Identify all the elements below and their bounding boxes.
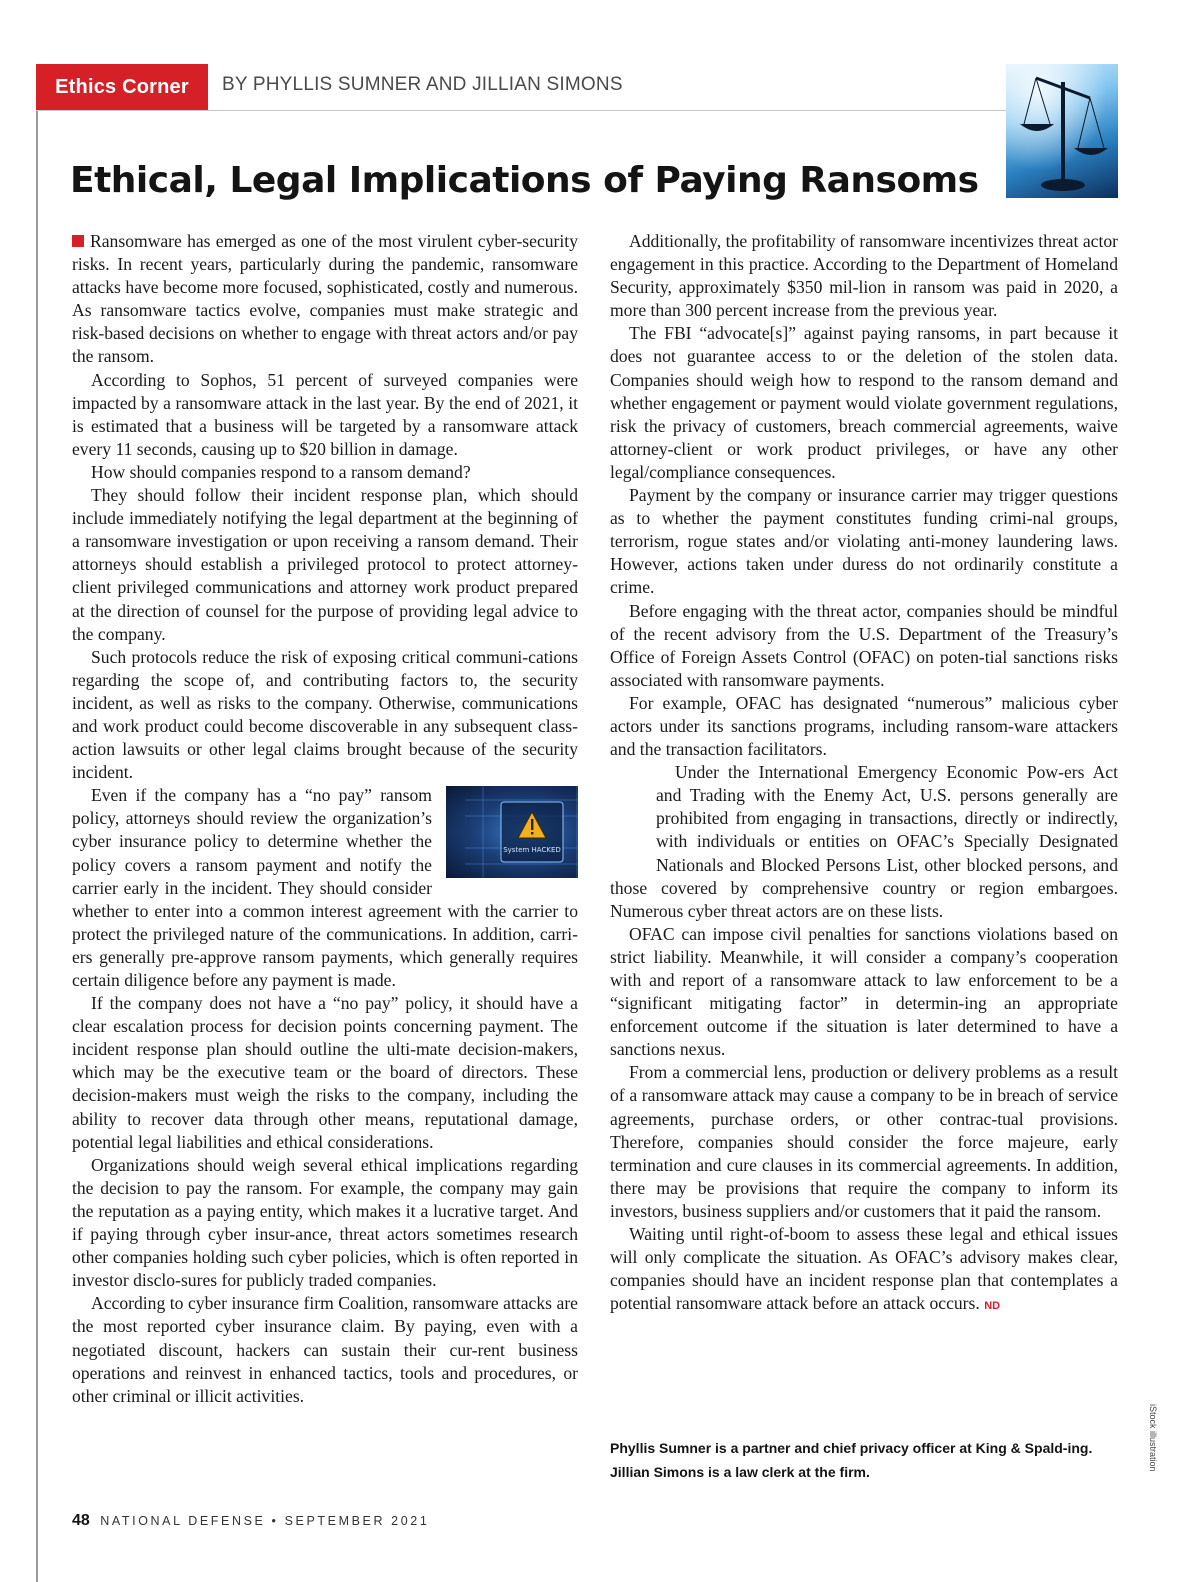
paragraph: Waiting until right-of-boom to assess these legal and ethical issues will only complicate the situation. As OFAC’s advisory makes clear, companies should have an incident response plan that contemplates a potential ransomware attack before an attack occurs. ND — [610, 1224, 1118, 1314]
article-column-right — [610, 230, 1118, 1318]
byline: BY PHYLLIS SUMNER AND JILLIAN SIMONS — [222, 74, 623, 95]
paragraph: System HACKED Even if the company has a “no pay” ransom policy, attorneys should review the organization’s cyber insurance policy to determine whether the policy covers a ransom payment and notify the carrier early in the incident. They should consider whether to enter into a common interest agreement with the carrier to protect the privileged nature of the communications. In addition, carri-ers generally pre-approve ransom payments, which generally requires certain diligence before any payment is made. — [72, 784, 578, 992]
paragraph: Additionally, the profitability of ransomware incentivizes threat actor engagement in this practice. According to the Department of Homeland Security, approximately $350 mil-lion in ransom was paid in 2020, a more than 300 percent increase from the previous year. — [610, 231, 1118, 321]
paragraph: According to cyber insurance firm Coalition, ransomware attacks are the most reported cyber insurance claim. By paying, even with a negotiated discount, hackers can sustain their cur-rent business operations and reinvest in enhanced tactics, tools and procedures, or other criminal or illicit activities. — [72, 1293, 578, 1406]
section-label: Ethics Corner — [36, 64, 208, 110]
end-mark: ND — [984, 1300, 1001, 1313]
left-margin-rule — [36, 64, 38, 1582]
paragraph: They should follow their incident response plan, which should include immediately notifying the legal department at the beginning of a ransomware investigation or upon receiving a ransom demand. Their attorneys should establish a privileged protocol to protect attorney-client privileged communications and attorney work product prepared at the direction of counsel for the purpose of providing legal advice to the company. — [72, 485, 578, 644]
paragraph: Such protocols reduce the risk of exposing critical communi-cations regarding the scope of, and contributing factors to, the security incident, as well as risks to the company. Otherwise, communications and work product could become discoverable in any subsequent class-action lawsuits or other legal claims brought because of the security incident. — [72, 646, 578, 783]
paragraph: Payment by the company or insurance carrier may trigger questions as to whether the payment constitutes funding crimi-nal groups, terrorism, rogue states and/or violating anti-money laundering laws. However, actions taken under duress do not ordinarily constitute a crime. — [610, 485, 1118, 598]
paragraph: The FBI “advocate[s]” against paying ransoms, in part because it does not guarantee access to or the deletion of the stolen data. Companies should weigh how to respond to the ransom demand and whether engagement or payment would violate government regulations, risk the privacy of customers, breach commercial agreements, waive attorney-client or work product privileges, or have any other legal/compliance consequences. — [610, 323, 1118, 482]
page-number: 48 — [72, 1512, 90, 1529]
paragraph: For example, OFAC has designated “numerous” malicious cyber actors under its sanctions programs, including ransom-ware attackers and the transaction facilitators. — [610, 692, 1118, 760]
paragraph: If the company does not have a “no pay” policy, it should have a clear escalation process for decision points concerning payment. The incident response plan should outline the ulti-mate decision-makers, which may be the executive team or the board of directors. These decision-makers must weigh the risks to the company, including the ability to recover data through other means, reputational damage, potential legal liabilities and ethical considerations. — [72, 993, 578, 1152]
publication-line: NATIONAL DEFENSE • SEPTEMBER 2021 — [100, 1514, 430, 1528]
article-headline: Ethical, Legal Implications of Paying Ransoms — [70, 160, 979, 201]
paragraph: Under the International Emergency Economic Pow-ers Act and Trading with the Enemy Act, U.S. persons generally are prohibited from engaging in transactions, directly or indirectly, with individuals or entities on OFAC’s Specially Designated Nationals and Blocked Persons List, other blocked persons, and those covered by comprehensive country or region embargoes. Numerous cyber threat actors are on these lists. — [610, 761, 1118, 923]
paragraph: Before engaging with the threat actor, companies should be mindful of the recent advisory from the U.S. Department of the Treasury’s Office of Foreign Assets Control (OFAC) on poten-tial sanctions risks associated with ransomware payments. — [610, 600, 1118, 690]
page-folio — [72, 1512, 429, 1530]
inset-image-wrap-space — [510, 763, 642, 855]
paragraph: How should companies respond to a ransom demand? — [91, 461, 471, 482]
paragraph: OFAC can impose civil penalties for sanctions violations based on strict liability. Meanwhile, it will consider a company’s cooperation with and report of a ransomware attack to law enforcement to be a “significant mitigating factor” in determin-ing an appropriate enforcement outcome if the situation is later determined to have a sanctions nexus. — [610, 923, 1118, 1060]
header-rule — [36, 110, 1118, 111]
svg-text:System HACKED: System HACKED — [503, 846, 561, 855]
author-bio: Phyllis Sumner is a partner and chief privacy officer at King & Spald-ing. Jillian Simons is a law clerk at the firm. — [610, 1440, 1093, 1480]
article-column-left — [72, 230, 578, 1408]
paragraph: Ransomware has emerged as one of the most virulent cyber-security risks. In recent years, particularly during the pandemic, ransomware attacks have become more focused, sophisticated, costly and numerous. As ransomware tactics evolve, companies must make strategic and risk-based decisions on whether to engage with threat actors and/or pay the ransom. — [72, 231, 578, 367]
scales-of-justice-image — [1006, 64, 1118, 198]
paragraph: According to Sophos, 51 percent of surveyed companies were impacted by a ransomware attack in the last year. By the end of 2021, it is estimated that a business will be targeted by a ransomware attack every 11 seconds, causing up to $20 billion in damage. — [72, 369, 578, 459]
paragraph: Organizations should weigh several ethical implications regarding the decision to pay the ransom. For example, the company may gain the reputation as a paying entity, which makes it a lucrative target. And if paying through cyber insur-ance, threat actors sometimes research other companies holding such cyber policies, which is often reported in investor disclo-sures for publicly traded companies. — [72, 1154, 578, 1291]
paragraph: From a commercial lens, production or delivery problems as a result of a ransomware attack may cause a company to be in breach of service agreements, purchase orders, or other contrac-tual provisions. Therefore, companies should consider the force majeure, early termination and cure clauses in its commercial agreements. In addition, there may be provisions that require the company to inform its investors, business suppliers and/or customers that it paid the ransom. — [610, 1062, 1118, 1221]
scales-icon — [1006, 64, 1118, 198]
red-square-bullet-icon — [72, 235, 84, 247]
